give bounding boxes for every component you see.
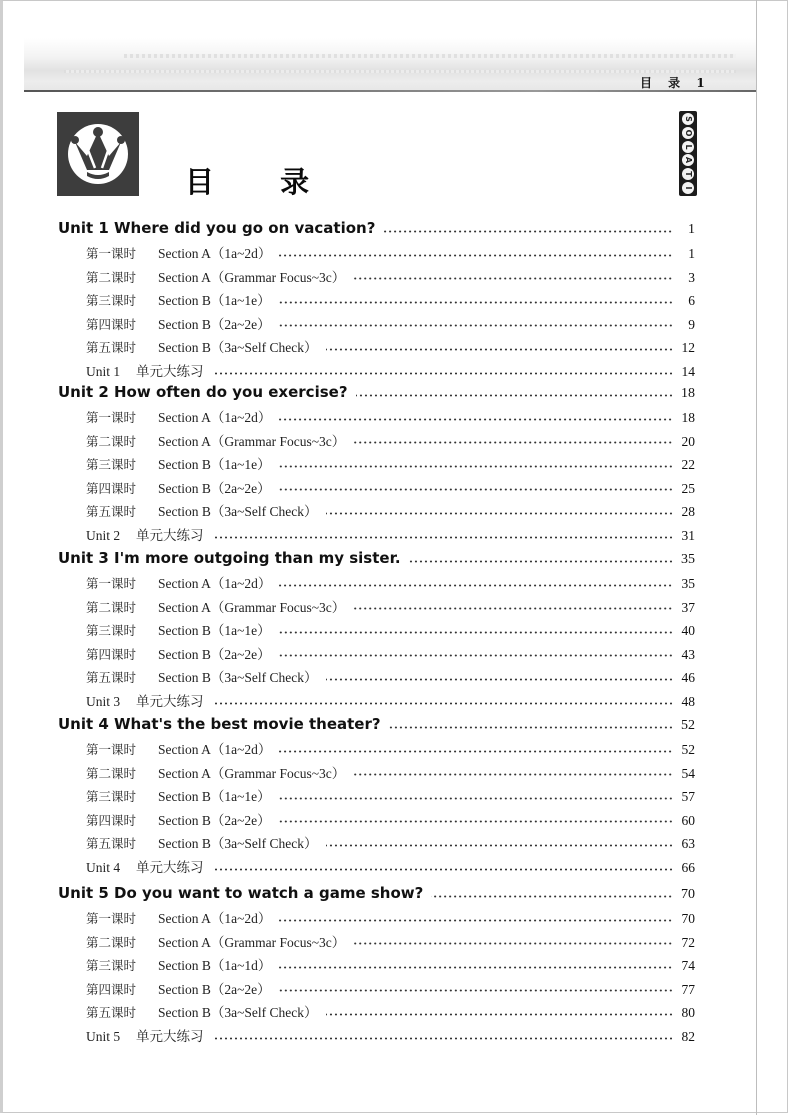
page-number: 37: [681, 599, 695, 615]
lesson-title: Section B（3a~Self Check）: [158, 1005, 318, 1021]
lesson-title: Section B（2a~2e）: [158, 812, 271, 828]
lesson-number: 第五课时: [86, 836, 137, 852]
lesson-number: 第二课时: [86, 433, 137, 449]
page-number: 1: [688, 222, 695, 237]
lesson-title: Section A（1a~2d）: [158, 410, 272, 425]
lesson-number: Unit 4: [86, 860, 121, 875]
toc-lesson-entry[interactable]: [86, 954, 695, 974]
dot-leader: [279, 750, 673, 753]
toc-lesson-entry[interactable]: [86, 978, 695, 998]
toc-lesson-entry[interactable]: [86, 453, 695, 473]
lesson-number: 第五课时: [86, 504, 137, 520]
lesson-title: Section B（2a~2e）: [158, 981, 271, 997]
page-number: 82: [681, 1029, 695, 1044]
lesson-number: Unit 1: [86, 364, 121, 379]
dot-leader: [212, 702, 674, 705]
unit-title: I'm more outgoing than my sister.: [114, 549, 401, 567]
unit-title: Do you want to watch a game show?: [114, 884, 424, 902]
toc-lesson-entry[interactable]: [86, 643, 695, 663]
toc-lesson-entry[interactable]: [86, 785, 695, 805]
page-edge-rule: [756, 0, 757, 1115]
dot-leader: [212, 1037, 674, 1040]
dot-leader: [279, 966, 673, 969]
page-number: 28: [681, 504, 695, 520]
dot-leader: [279, 488, 673, 491]
lesson-number: 第一课时: [86, 576, 137, 591]
page-number: 43: [681, 646, 695, 662]
page-number: 14: [681, 364, 695, 379]
toc-lesson-entry[interactable]: [86, 313, 695, 333]
lesson-title: Section A（Grammar Focus~3c）: [158, 934, 346, 950]
lesson-title: Section B（3a~Self Check）: [158, 670, 318, 686]
lesson-title: Section B（3a~Self Check）: [158, 340, 318, 356]
dot-leader: [389, 726, 673, 729]
lesson-number: 第四课时: [86, 316, 137, 332]
unit-title: How often do you exercise?: [114, 383, 348, 401]
lesson-title: Section B（1a~1e）: [158, 457, 271, 473]
dot-leader: [212, 536, 674, 539]
side-tab-letter: L: [682, 141, 694, 153]
dot-leader: [279, 584, 673, 587]
lesson-title: Section B（3a~Self Check）: [158, 504, 318, 520]
page-number: 46: [681, 670, 695, 686]
lesson-number: 第三课时: [86, 293, 137, 309]
toc-unit-review-entry[interactable]: [86, 1025, 695, 1045]
dot-leader: [353, 277, 673, 280]
lesson-number: 第二课时: [86, 765, 137, 781]
unit-number: Unit 2: [58, 383, 109, 401]
page-number: 20: [681, 433, 695, 449]
lesson-number: 第二课时: [86, 599, 137, 615]
lesson-number: 第一课时: [86, 911, 137, 926]
toc-lesson-entry[interactable]: [86, 500, 695, 520]
page-number: 35: [681, 576, 695, 591]
toc-lesson-entry[interactable]: [86, 809, 695, 829]
toc-lesson-entry[interactable]: [86, 762, 695, 782]
unit-title: Where did you go on vacation?: [114, 219, 376, 237]
toc-lesson-entry[interactable]: [86, 266, 695, 286]
lesson-number: 第三课时: [86, 789, 137, 805]
dot-leader: [431, 895, 673, 898]
page-number: 35: [681, 552, 695, 567]
lesson-number: 第一课时: [86, 742, 137, 757]
lesson-title: Section A（Grammar Focus~3c）: [158, 433, 346, 449]
side-tab-letter: T: [682, 168, 694, 180]
toc-lesson-entry[interactable]: [86, 596, 695, 616]
lesson-title: Section A（Grammar Focus~3c）: [158, 599, 346, 615]
lesson-title: Section B（1a~1e）: [158, 293, 271, 309]
dot-leader: [353, 773, 673, 776]
page-number: 6: [688, 293, 695, 309]
page-number: 18: [681, 410, 695, 425]
lesson-title: Section B（2a~2e）: [158, 316, 271, 332]
toc-unit-heading[interactable]: [58, 715, 695, 734]
side-tab-letter: I: [682, 182, 694, 194]
side-tab-letter: A: [682, 154, 694, 166]
unit-number: Unit 3: [58, 549, 109, 567]
dot-leader: [279, 465, 673, 468]
lesson-number: 第一课时: [86, 410, 137, 425]
dot-leader: [279, 324, 673, 327]
toc-lesson-entry[interactable]: [86, 406, 695, 426]
toc-lesson-entry[interactable]: [86, 931, 695, 951]
lesson-number: 第三课时: [86, 623, 137, 639]
toc-unit-review-entry[interactable]: [86, 360, 695, 380]
toc-unit-heading[interactable]: [58, 383, 695, 402]
dot-leader: [326, 844, 673, 847]
lesson-title: Section B（2a~2e）: [158, 646, 271, 662]
dot-leader: [279, 254, 673, 257]
lesson-number: 第四课时: [86, 812, 137, 828]
lesson-number: 第五课时: [86, 1005, 137, 1021]
page-number: 57: [681, 789, 695, 805]
lesson-number: 第五课时: [86, 670, 137, 686]
lesson-number: Unit 3: [86, 694, 121, 709]
page-number: 60: [681, 812, 695, 828]
lesson-title: Section B（2a~2e）: [158, 480, 271, 496]
dot-leader: [353, 942, 673, 945]
running-head: 目 录 1: [640, 76, 711, 90]
lesson-number: 第五课时: [86, 340, 137, 356]
dot-leader: [279, 820, 673, 823]
page-number: 72: [681, 934, 695, 950]
lesson-title: Section A（1a~2d）: [158, 911, 272, 926]
dot-leader: [326, 678, 673, 681]
dot-leader: [279, 989, 673, 992]
toc-lesson-entry[interactable]: [86, 336, 695, 356]
lesson-number: 第一课时: [86, 246, 137, 261]
dot-leader: [279, 797, 673, 800]
toc-unit-review-entry[interactable]: [86, 690, 695, 710]
lesson-number: 第二课时: [86, 269, 137, 285]
toc-lesson-entry[interactable]: [86, 572, 695, 592]
lesson-number: 第三课时: [86, 457, 137, 473]
page-number: 18: [681, 386, 695, 401]
page-number: 25: [681, 480, 695, 496]
dot-leader: [326, 512, 673, 515]
unit-number: Unit 4: [58, 715, 109, 733]
unit-number: Unit 5: [58, 884, 109, 902]
dot-leader: [279, 418, 673, 421]
dot-leader: [212, 372, 674, 375]
lesson-title: 单元大练习: [136, 528, 204, 543]
page-number: 9: [688, 316, 695, 332]
dot-leader: [353, 441, 673, 444]
dot-leader: [212, 868, 674, 871]
toc-unit-heading[interactable]: [58, 884, 695, 903]
page-number: 66: [681, 860, 695, 875]
unit-title: What's the best movie theater?: [114, 715, 381, 733]
lesson-title: Section B（1a~1d）: [158, 958, 272, 974]
crown-icon: [57, 112, 139, 196]
toc-lesson-entry[interactable]: [86, 477, 695, 497]
lesson-title: 单元大练习: [136, 364, 204, 379]
dot-leader: [326, 1013, 673, 1016]
dot-leader: [409, 560, 673, 563]
dot-leader: [279, 654, 673, 657]
toc-lesson-entry[interactable]: [86, 619, 695, 639]
dot-leader: [326, 348, 673, 351]
toc-unit-heading[interactable]: [58, 219, 695, 238]
toc-lesson-entry[interactable]: [86, 289, 695, 309]
page-number: 77: [681, 981, 695, 997]
page-number: 48: [681, 694, 695, 709]
page-number: 1: [688, 246, 695, 261]
dot-leader: [383, 230, 673, 233]
lesson-title: 单元大练习: [136, 694, 204, 709]
side-tab-strip: [679, 111, 697, 196]
page-number: 54: [681, 765, 695, 781]
side-tab-letter: S: [682, 113, 694, 125]
page-number: 63: [681, 836, 695, 852]
toc-lesson-entry[interactable]: [86, 242, 695, 262]
toc-unit-review-entry[interactable]: [86, 856, 695, 876]
page-number: 12: [681, 340, 695, 356]
dot-leader: [353, 607, 673, 610]
page-number: 52: [681, 718, 695, 733]
lesson-number: 第三课时: [86, 958, 137, 974]
toc-lesson-entry[interactable]: [86, 430, 695, 450]
page-number: 3: [688, 269, 695, 285]
unit-number: Unit 1: [58, 219, 109, 237]
lesson-title: Section A（1a~2d）: [158, 576, 272, 591]
dot-leader: [279, 301, 673, 304]
page-number: 31: [681, 528, 695, 543]
page-number: 40: [681, 623, 695, 639]
lesson-title: Section B（1a~1e）: [158, 623, 271, 639]
toc-unit-heading[interactable]: [58, 549, 695, 568]
lesson-number: Unit 5: [86, 1029, 121, 1044]
page-number: 70: [681, 911, 695, 926]
lesson-title: Section A（Grammar Focus~3c）: [158, 765, 346, 781]
dot-leader: [279, 631, 673, 634]
lesson-number: 第四课时: [86, 480, 137, 496]
lesson-number: 第四课时: [86, 646, 137, 662]
toc-lesson-entry[interactable]: [86, 907, 695, 927]
lesson-number: 第二课时: [86, 934, 137, 950]
lesson-title: 单元大练习: [136, 1029, 204, 1044]
toc-lesson-entry[interactable]: [86, 1001, 695, 1021]
toc-lesson-entry[interactable]: [86, 738, 695, 758]
lesson-title: Section A（Grammar Focus~3c）: [158, 269, 346, 285]
lesson-title: Section A（1a~2d）: [158, 742, 272, 757]
page-number: 74: [681, 958, 695, 974]
page-number: 52: [681, 742, 695, 757]
dot-leader: [356, 394, 673, 397]
lesson-title: Section A（1a~2d）: [158, 246, 272, 261]
dot-leader: [279, 919, 673, 922]
page-title: 目 录: [185, 165, 338, 199]
page-number: 22: [681, 457, 695, 473]
page-number: 70: [681, 887, 695, 902]
side-tab-letter: O: [682, 127, 694, 139]
toc-lesson-entry[interactable]: [86, 666, 695, 686]
toc-lesson-entry[interactable]: [86, 832, 695, 852]
lesson-title: 单元大练习: [136, 860, 204, 875]
lesson-title: Section B（3a~Self Check）: [158, 836, 318, 852]
page-number: 80: [681, 1005, 695, 1021]
lesson-number: 第四课时: [86, 981, 137, 997]
lesson-title: Section B（1a~1e）: [158, 789, 271, 805]
lesson-number: Unit 2: [86, 528, 121, 543]
toc-unit-review-entry[interactable]: [86, 524, 695, 544]
